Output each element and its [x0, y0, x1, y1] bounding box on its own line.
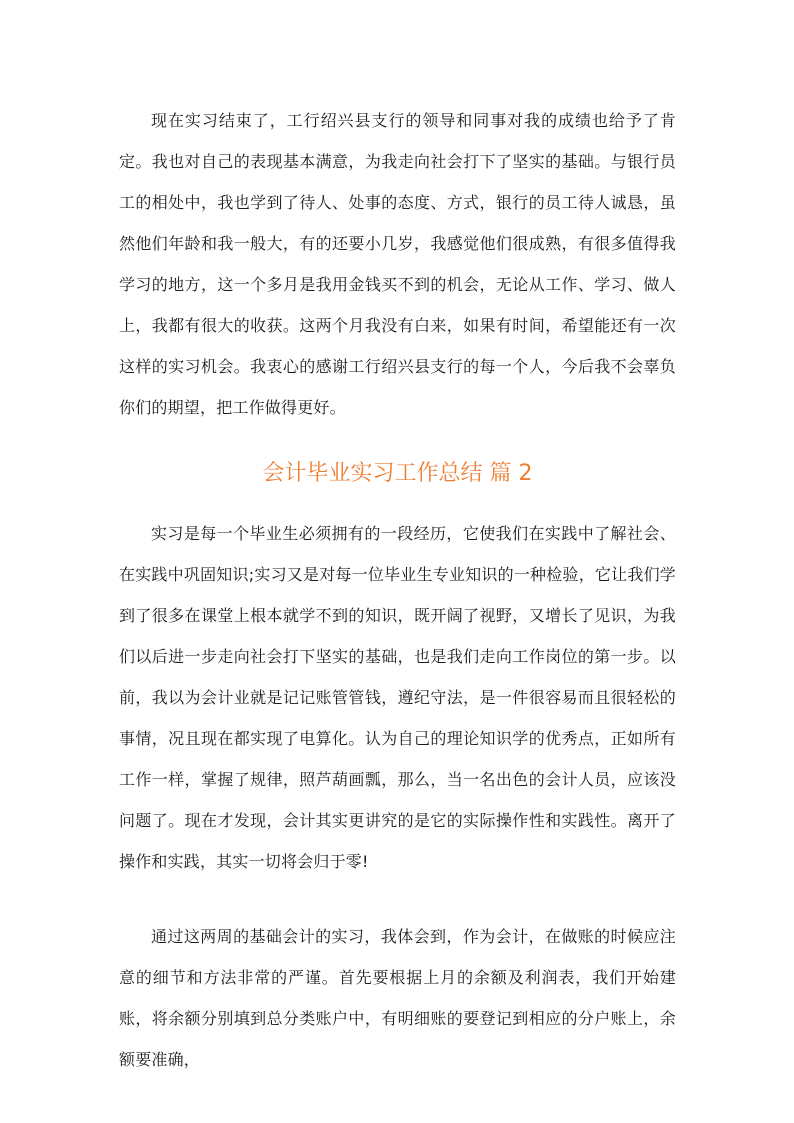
section-heading: 会计毕业实习工作总结 篇 2: [262, 461, 533, 486]
body-paragraph-2: 实习是每一个毕业生必须拥有的一段经历，它使我们在实践中了解社会、在实践中巩固知识;实习又是对每一位毕业生专业知识的一种检验，它让我们学到了很多在课堂上根本就学不到的知识，既开阔了视野，又增长了见识，为我们以后进一步走向社会打下坚实的基础，也是我们走向工作岗位的第一步。以前，我以为会计业就是记记账管管钱，遵纪守法，是一件很容易而且很轻松的事情，况且现在都实现了电算化。认为自己的理论知识学的优秀点，正如所有工作一样，掌握了规律，照芦葫画瓢，那么，当一名出色的会计人员，应该没问题了。现在才发现，会计其实更讲究的是它的实际操作性和实践性。离开了操作和实践，其实一切将会归于零!: [119, 524, 676, 871]
body-paragraph-1: 现在实习结束了，工行绍兴县支行的领导和同事对我的成绩也给予了肯定。我也对自己的表现基本满意，为我走向社会打下了坚实的基础。与银行员工的相处中，我也学到了待人、处事的态度、方式，银行的员工待人诚恳，虽然他们年龄和我一般大，有的还要小几岁，我感觉他们很成熟，有很多值得我学习的地方，这一个多月是我用金钱买不到的机会，无论从工作、学习、做人上，我都有很大的收获。这两个月我没有白来，如果有时间，希望能还有一次这样的实习机会。我衷心的感谢工行绍兴县支行的每一个人，今后我不会辜负你们的期望，把工作做得更好。: [119, 111, 676, 417]
body-paragraph-3: 通过这两周的基础会计的实习，我体会到，作为会计，在做账的时候应注意的细节和方法非常的严谨。首先要根据上月的余额及利润表，我们开始建账，将余额分别填到总分类账户中，有明细账的要登记到相应的分户账上，余额要准确，: [119, 927, 676, 1069]
